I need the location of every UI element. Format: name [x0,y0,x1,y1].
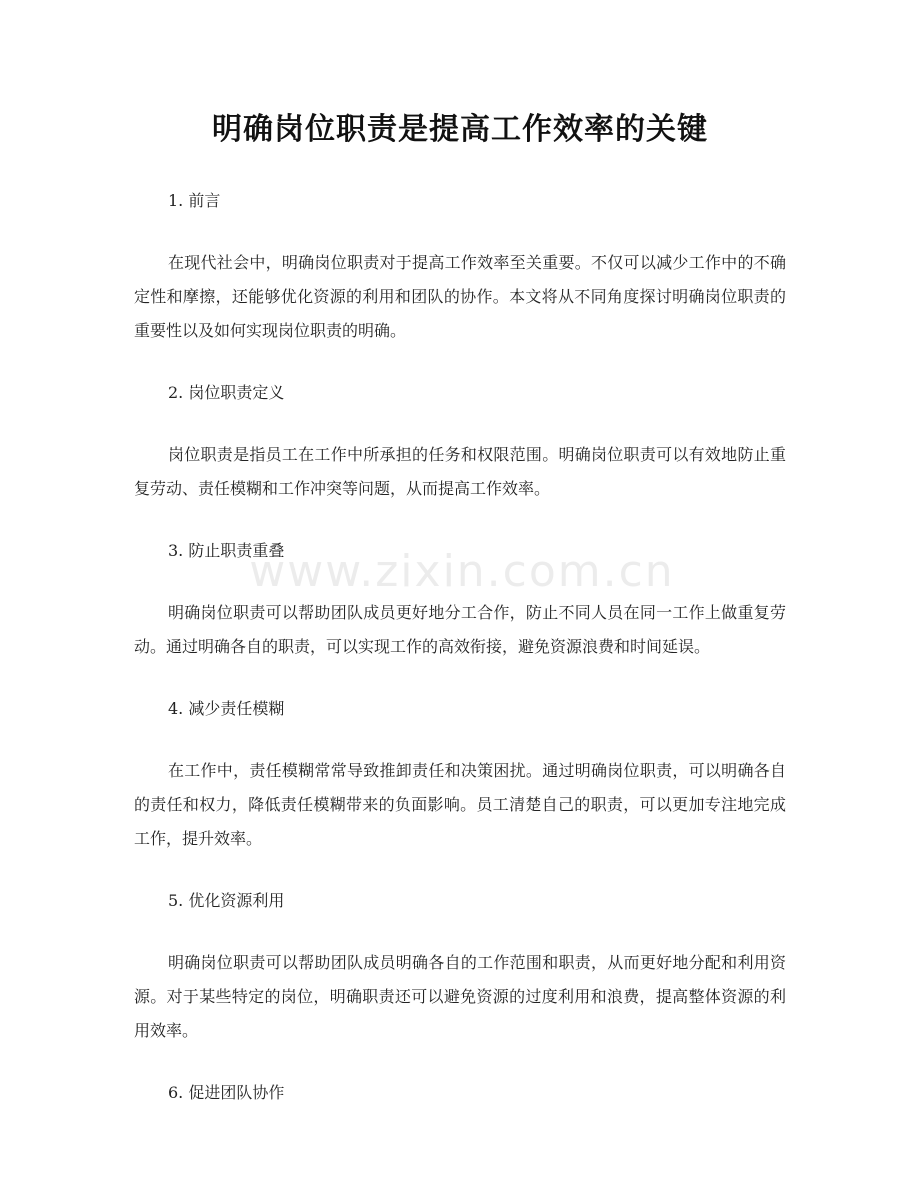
section-paragraph-1: 在现代社会中，明确岗位职责对于提高工作效率至关重要。不仅可以减少工作中的不确定性和摩擦，还能够优化资源的利用和团队的协作。本文将从不同角度探讨明确岗位职责的重要性以及如何实现岗位职责的明确。 [134,253,786,340]
section-paragraph-5: 明确岗位职责可以帮助团队成员明确各自的工作范围和职责，从而更好地分配和利用资源。对于某些特定的岗位，明确职责还可以避免资源的过度利用和浪费，提高整体资源的利用效率。 [134,953,786,1040]
document-body [134,184,786,1138]
section-heading-5: 5. 优化资源利用 [168,891,285,910]
section-heading-4: 4. 减少责任模糊 [168,699,285,718]
section-paragraph-2: 岗位职责是指员工在工作中所承担的任务和权限范围。明确岗位职责可以有效地防止重复劳动、责任模糊和工作冲突等问题，从而提高工作效率。 [134,445,786,498]
section-paragraph-4: 在工作中，责任模糊常常导致推卸责任和决策困扰。通过明确岗位职责，可以明确各自的责任和权力，降低责任模糊带来的负面影响。员工清楚自己的职责，可以更加专注地完成工作，提升效率。 [134,761,786,848]
watermark: www.zixin.com.cn [249,546,675,597]
section-heading-2: 2. 岗位职责定义 [168,383,285,402]
section-heading-6: 6. 促进团队协作 [168,1083,285,1102]
section-heading-3: 3. 防止职责重叠 [168,541,285,560]
section-heading-1: 1. 前言 [168,191,221,210]
page-title: 明确岗位职责是提高工作效率的关键 [212,112,708,147]
section-paragraph-3: 明确岗位职责可以帮助团队成员更好地分工合作，防止不同人员在同一工作上做重复劳动。通过明确各自的职责，可以实现工作的高效衔接，避免资源浪费和时间延误。 [134,603,786,656]
